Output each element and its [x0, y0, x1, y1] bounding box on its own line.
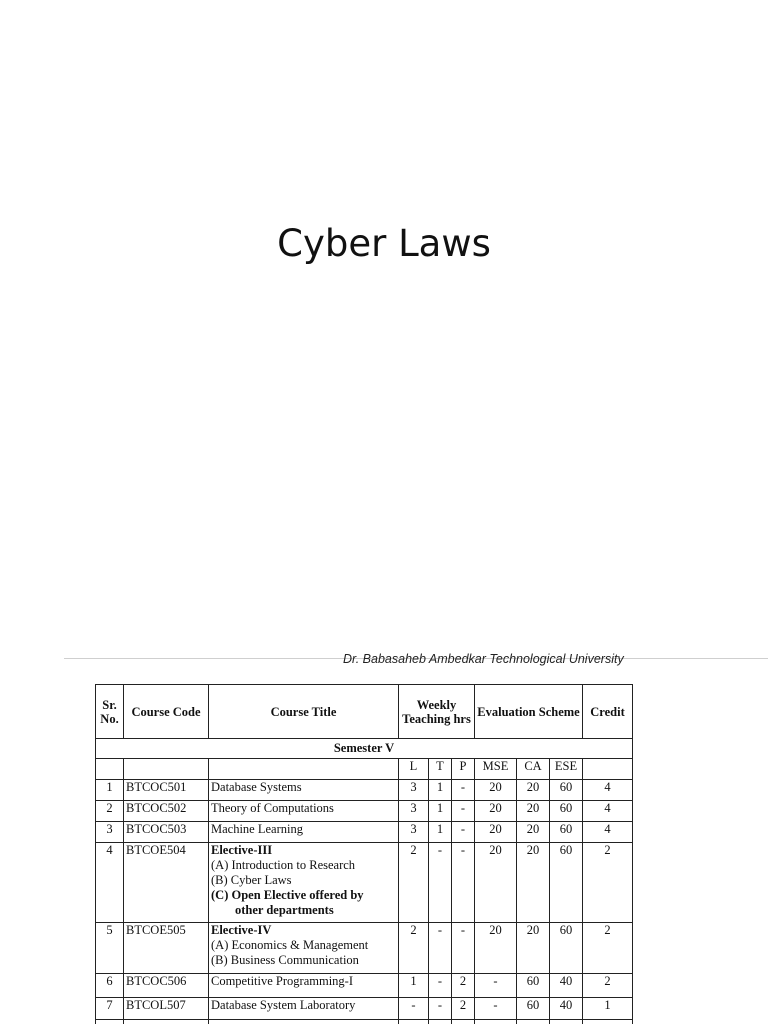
header-course-code: Course Code — [124, 685, 209, 739]
subheader-p: P — [452, 759, 475, 780]
cell-code: BTCOC502 — [124, 801, 209, 822]
cell-code: BTCOL507 — [124, 998, 209, 1020]
cell-credit: 2 — [583, 923, 633, 974]
university-header: Dr. Babasaheb Ambedkar Technological University — [343, 652, 624, 666]
cell-code: BTCOC501 — [124, 780, 209, 801]
cell-title: Machine Learning — [209, 822, 399, 843]
syllabus-table — [95, 684, 633, 1024]
cell-title — [209, 843, 399, 923]
cell-mse: 20 — [475, 822, 517, 843]
header-evaluation-scheme: Evaluation Scheme — [475, 685, 583, 739]
subheader-l: L — [399, 759, 429, 780]
cell-mse: 20 — [475, 780, 517, 801]
subheader-row — [96, 759, 633, 780]
cell-t: - — [429, 974, 452, 998]
table-row — [96, 801, 633, 822]
cell-credit: 4 — [583, 801, 633, 822]
elective-option: (B) Cyber Laws — [211, 873, 292, 887]
cell-code: BTCOE504 — [124, 843, 209, 923]
cell-code: BTCOC503 — [124, 822, 209, 843]
cell-p: - — [452, 843, 475, 923]
cell-code: BTCOC506 — [124, 974, 209, 998]
cell-title: Theory of Computations — [209, 801, 399, 822]
cell-p: 2 — [452, 974, 475, 998]
cell-p: - — [452, 822, 475, 843]
cell-t: - — [429, 998, 452, 1020]
elective-name: Elective-IV — [211, 923, 272, 937]
cell-t: 1 — [429, 780, 452, 801]
cell-code: BTCOE505 — [124, 923, 209, 974]
table-row — [96, 822, 633, 843]
cell-l: 3 — [399, 780, 429, 801]
cell-mse: 20 — [475, 923, 517, 974]
table-row — [96, 843, 633, 923]
table-row — [96, 923, 633, 974]
elective-option: (A) Economics & Management — [211, 938, 369, 952]
elective-option-continued: other departments — [235, 903, 334, 917]
cell-ca: 20 — [517, 780, 550, 801]
cell-sr: 5 — [96, 923, 124, 974]
subheader-ese: ESE — [550, 759, 583, 780]
cell-sr: 7 — [96, 998, 124, 1020]
cell-p: - — [452, 780, 475, 801]
cell-l: 2 — [399, 843, 429, 923]
subheader-mse: MSE — [475, 759, 517, 780]
header-sr-no: Sr. No. — [96, 685, 124, 739]
slide-title: Cyber Laws — [277, 222, 491, 265]
semester-label: Semester V — [96, 739, 633, 759]
cell-mse: 20 — [475, 801, 517, 822]
cell-ca: 60 — [517, 974, 550, 998]
cell-title — [209, 923, 399, 974]
cell-ca: 20 — [517, 923, 550, 974]
cell-ca: 20 — [517, 843, 550, 923]
cell-ese: 40 — [550, 998, 583, 1020]
cell-t: - — [429, 843, 452, 923]
syllabus-scan — [64, 648, 768, 1024]
cell-credit: 2 — [583, 974, 633, 998]
cell-mse: - — [475, 998, 517, 1020]
cell-t: 1 — [429, 801, 452, 822]
cell-credit: 2 — [583, 843, 633, 923]
cell-ca: 60 — [517, 998, 550, 1020]
cell-sr: 3 — [96, 822, 124, 843]
cell-sr: 4 — [96, 843, 124, 923]
cell-t: - — [429, 923, 452, 974]
cell-ese: 60 — [550, 780, 583, 801]
semester-row — [96, 739, 633, 759]
cell-credit: 4 — [583, 822, 633, 843]
header-credit: Credit — [583, 685, 633, 739]
cell-ca: 20 — [517, 822, 550, 843]
cell-ca: 20 — [517, 801, 550, 822]
table-row — [96, 974, 633, 998]
cell-l: 3 — [399, 801, 429, 822]
header-course-title: Course Title — [209, 685, 399, 739]
elective-option: (A) Introduction to Research — [211, 858, 356, 872]
cell-l: - — [399, 998, 429, 1020]
cell-title: Database Systems — [209, 780, 399, 801]
cell-ese: 40 — [550, 974, 583, 998]
subheader-t: T — [429, 759, 452, 780]
cell-p: - — [452, 923, 475, 974]
cell-l: 3 — [399, 822, 429, 843]
cell-sr: 2 — [96, 801, 124, 822]
cell-p: - — [452, 801, 475, 822]
cell-credit: 1 — [583, 998, 633, 1020]
cell-ese: 60 — [550, 822, 583, 843]
table-row — [96, 780, 633, 801]
header-weekly-teaching: Weekly Teaching hrs — [399, 685, 475, 739]
cell-ese: 60 — [550, 923, 583, 974]
cell-t: 1 — [429, 822, 452, 843]
cell-sr: 1 — [96, 780, 124, 801]
table-row-cutoff — [96, 1020, 633, 1024]
cell-mse: - — [475, 974, 517, 998]
cell-l: 2 — [399, 923, 429, 974]
cell-sr: 6 — [96, 974, 124, 998]
cell-ese: 60 — [550, 843, 583, 923]
cell-ese: 60 — [550, 801, 583, 822]
table-header-row — [96, 685, 633, 739]
table-row — [96, 998, 633, 1020]
cell-credit: 4 — [583, 780, 633, 801]
elective-option: (B) Business Communication — [211, 953, 359, 967]
cell-title: Database System Laboratory — [209, 998, 399, 1020]
cell-mse: 20 — [475, 843, 517, 923]
cell-title: Competitive Programming-I — [209, 974, 399, 998]
elective-name: Elective-III — [211, 843, 273, 857]
cell-p: 2 — [452, 998, 475, 1020]
cell-l: 1 — [399, 974, 429, 998]
subheader-ca: CA — [517, 759, 550, 780]
elective-option: (C) Open Elective offered by — [211, 888, 364, 902]
